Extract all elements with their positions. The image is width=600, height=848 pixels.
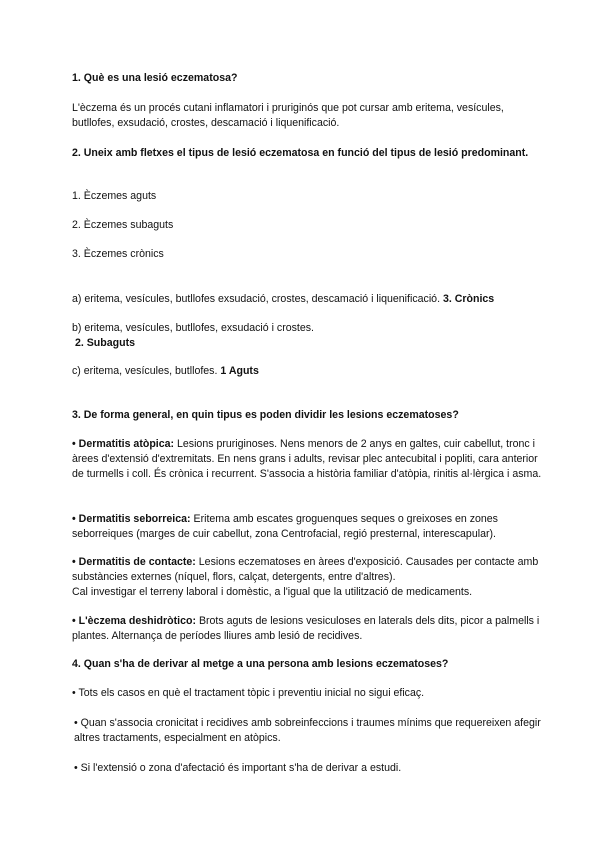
q3-item-contacte (72, 555, 542, 600)
q3-item-seborreica-desc: Eritema amb escates groguenques seques o greixoses en zones seborreiques (marges de cuir cabellut, zona Centrofacial, regió presternal, interescapular). (72, 513, 498, 540)
q2-type-3: 3. Èczemes crònics (72, 248, 164, 260)
q3-item-contacte-desc: Lesions eczematoses en àrees d'exposició. Causades per contacte amb substàncies externes (níquel, flors, calçat, detergents, entre d'altres). (72, 556, 539, 583)
q3-heading: 3. De forma general, en quin tipus es poden dividir les lesions eczematoses? (72, 409, 459, 421)
bullet: • (72, 513, 76, 525)
q4-item-3: • Si l'extensió o zona d'afectació és important s'ha de derivar a estudi. (74, 762, 402, 774)
q2-match-b-answer: 2. Subaguts (74, 337, 135, 349)
q3-item-atopica-term: Dermatitis atòpica: (78, 438, 175, 450)
q2-match-c-text: c) eritema, vesícules, butllofes. (72, 365, 218, 377)
bullet: • (72, 438, 76, 450)
q4-item-2: • Quan s'associa cronicitat i recidives amb sobreinfeccions i traumes mínims que requereixen afegir altres tractaments, especialment en atòpics. (74, 717, 541, 744)
q4-heading: 4. Quan s'ha de derivar al metge a una persona amb lesions eczematoses? (72, 658, 449, 670)
bullet: • (72, 615, 76, 627)
q2-match-a (72, 292, 542, 307)
q2-match-a-text: a) eritema, vesícules, butllofes exsudació, crostes, descamació i liquenificació. (72, 293, 441, 305)
q2-match-b (72, 321, 542, 351)
q3-item-atopica-desc: Lesions pruriginoses. Nens menors de 2 anys en galtes, cuir cabellut, tronc i àrees d'extensió d'extremitats. En nens grans i adults, revisar plec antecubital i popliti, cara anterior de turmells i coll. És crònica i recurrent. S'associa a història familiar d'atòpia, rinitis al·lèrgica i asma. (72, 438, 542, 480)
q3-item-deshidrotic-term: L'èczema deshidròtico: (78, 615, 196, 627)
q3-item-seborreica-term: Dermatitis seborreica: (78, 513, 191, 525)
q3-item-seborreica (72, 512, 542, 542)
q2-match-b-text: b) eritema, vesícules, butllofes, exsudació i crostes. (72, 322, 314, 334)
q2-heading: 2. Uneix amb fletxes el tipus de lesió eczematosa en funció del tipus de lesió predominant. (72, 147, 529, 159)
q3-item-contacte-desc2: Cal investigar el terreny laboral i domèstic, a l'igual que la utilització de medicaments. (72, 586, 473, 598)
q2-type-1: 1. Èczemes aguts (72, 190, 157, 202)
q3-item-contacte-term: Dermatitis de contacte: (78, 556, 196, 568)
q3-item-deshidrotic (72, 614, 542, 644)
q3-item-deshidrotic-desc: Brots aguts de lesions vesiculoses en laterals dels dits, picor a palmells i plantes. Alternança de períodes lliures amb lesió de recidives. (72, 615, 540, 642)
q2-match-a-answer: 3. Crònics (442, 293, 495, 305)
q2-match-c (72, 364, 542, 379)
q3-item-atopica (72, 437, 542, 482)
q1-answer: L'èczema és un procés cutani inflamatori i pruriginós que pot cursar amb eritema, vesícules, butllofes, exsudació, crostes, descamació i liquenificació. (72, 102, 504, 129)
q2-match-c-answer: 1 Aguts (220, 365, 259, 377)
bullet: • (72, 556, 76, 568)
q2-type-2: 2. Èczemes subaguts (72, 219, 174, 231)
q1-heading: 1. Què es una lesió eczematosa? (72, 72, 238, 84)
q4-item-1: • Tots els casos en què el tractament tòpic i preventiu inicial no sigui eficaç. (72, 687, 425, 699)
